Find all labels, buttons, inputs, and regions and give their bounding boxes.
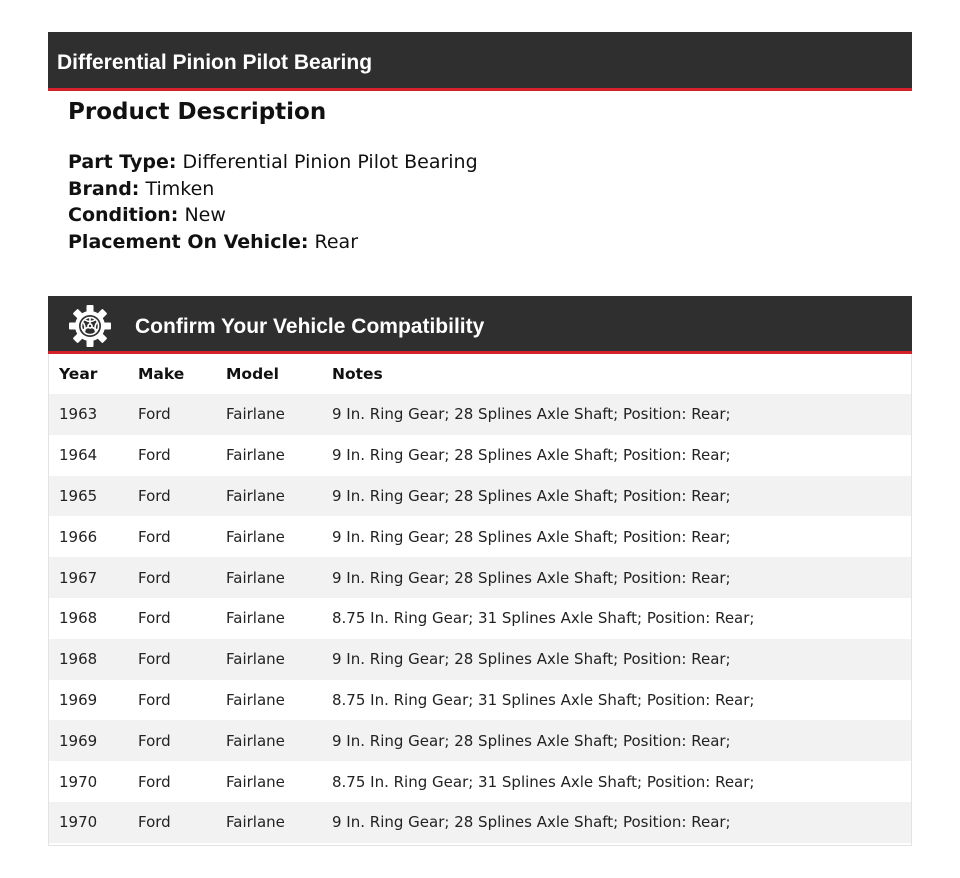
cell-notes: 9 In. Ring Gear; 28 Splines Axle Shaft; Position: Rear; <box>332 813 731 832</box>
table-row <box>49 802 911 843</box>
table-row <box>49 720 911 761</box>
cell-notes: 8.75 In. Ring Gear; 31 Splines Axle Shaft; Position: Rear; <box>332 772 755 791</box>
cell-make: Ford <box>138 446 171 465</box>
cell-make: Ford <box>138 527 171 546</box>
spec-label: Placement On Vehicle: <box>68 230 309 253</box>
table-row <box>49 761 911 802</box>
compatibility-section <box>48 296 912 846</box>
cell-model: Fairlane <box>226 527 285 546</box>
spec-value: Timken <box>145 177 215 200</box>
spec-label: Part Type: <box>68 151 177 173</box>
cell-make: Ford <box>138 405 171 424</box>
cell-model: Fairlane <box>226 690 285 709</box>
cell-year: 1966 <box>59 527 98 546</box>
table-row <box>49 680 911 721</box>
table-row <box>49 394 911 435</box>
cell-make: Ford <box>138 568 171 587</box>
spec-placement <box>68 229 888 256</box>
cell-year: 1968 <box>59 650 98 669</box>
cell-make: Ford <box>138 690 171 709</box>
spec-label: Condition: <box>68 204 179 226</box>
spec-value: Rear <box>314 230 359 253</box>
spec-condition <box>68 202 888 229</box>
cell-notes: 9 In. Ring Gear; 28 Splines Axle Shaft; Position: Rear; <box>332 527 731 546</box>
product-title-bar <box>48 32 912 91</box>
cell-year: 1965 <box>59 486 98 505</box>
compatibility-table <box>49 354 911 843</box>
compatibility-title: Confirm Your Vehicle Compatibility <box>135 315 485 338</box>
cell-make: Ford <box>138 650 171 669</box>
cell-notes: 8.75 In. Ring Gear; 31 Splines Axle Shaft; Position: Rear; <box>332 609 755 628</box>
cell-model: Fairlane <box>226 813 285 832</box>
cell-make: Ford <box>138 486 171 505</box>
column-notes: Notes <box>332 365 383 383</box>
spec-value: Differential Pinion Pilot Bearing <box>182 151 478 173</box>
cell-model: Fairlane <box>226 486 285 505</box>
table-row <box>49 598 911 639</box>
table-row <box>49 435 911 476</box>
cell-notes: 9 In. Ring Gear; 28 Splines Axle Shaft; Position: Rear; <box>332 405 731 424</box>
cell-year: 1968 <box>59 609 98 628</box>
cell-year: 1963 <box>59 405 98 424</box>
cell-notes: 9 In. Ring Gear; 28 Splines Axle Shaft; Position: Rear; <box>332 650 731 669</box>
cell-model: Fairlane <box>226 650 285 669</box>
cell-make: Ford <box>138 609 171 628</box>
cell-notes: 9 In. Ring Gear; 28 Splines Axle Shaft; Position: Rear; <box>332 446 731 465</box>
cell-year: 1964 <box>59 446 98 465</box>
gear-icon <box>68 304 112 348</box>
column-make: Make <box>138 365 185 383</box>
compatibility-header <box>48 296 912 354</box>
cell-model: Fairlane <box>226 446 285 465</box>
cell-year: 1967 <box>59 568 98 587</box>
cell-make: Ford <box>138 731 171 750</box>
spec-part-type <box>68 149 888 176</box>
table-row <box>49 639 911 680</box>
column-year: Year <box>59 365 98 383</box>
cell-notes: 9 In. Ring Gear; 28 Splines Axle Shaft; Position: Rear; <box>332 486 731 505</box>
table-row <box>49 516 911 557</box>
cell-year: 1969 <box>59 690 98 709</box>
spec-list <box>68 149 888 255</box>
column-model: Model <box>226 365 279 383</box>
cell-year: 1970 <box>59 813 98 832</box>
spec-brand <box>68 176 888 203</box>
cell-year: 1969 <box>59 731 98 750</box>
cell-notes: 9 In. Ring Gear; 28 Splines Axle Shaft; Position: Rear; <box>332 731 731 750</box>
product-description <box>68 95 888 255</box>
spec-label: Brand: <box>68 177 140 200</box>
cell-model: Fairlane <box>226 609 285 628</box>
table-row <box>49 476 911 517</box>
cell-year: 1970 <box>59 772 98 791</box>
cell-model: Fairlane <box>226 568 285 587</box>
description-heading: Product Description <box>68 99 327 125</box>
cell-notes: 9 In. Ring Gear; 28 Splines Axle Shaft; Position: Rear; <box>332 568 731 587</box>
product-title: Differential Pinion Pilot Bearing <box>57 51 373 74</box>
table-row <box>49 557 911 598</box>
cell-model: Fairlane <box>226 405 285 424</box>
spec-value: New <box>184 204 226 226</box>
table-header-row <box>49 354 911 394</box>
cell-model: Fairlane <box>226 772 285 791</box>
cell-model: Fairlane <box>226 731 285 750</box>
cell-notes: 8.75 In. Ring Gear; 31 Splines Axle Shaft; Position: Rear; <box>332 690 755 709</box>
cell-make: Ford <box>138 772 171 791</box>
cell-make: Ford <box>138 813 171 832</box>
